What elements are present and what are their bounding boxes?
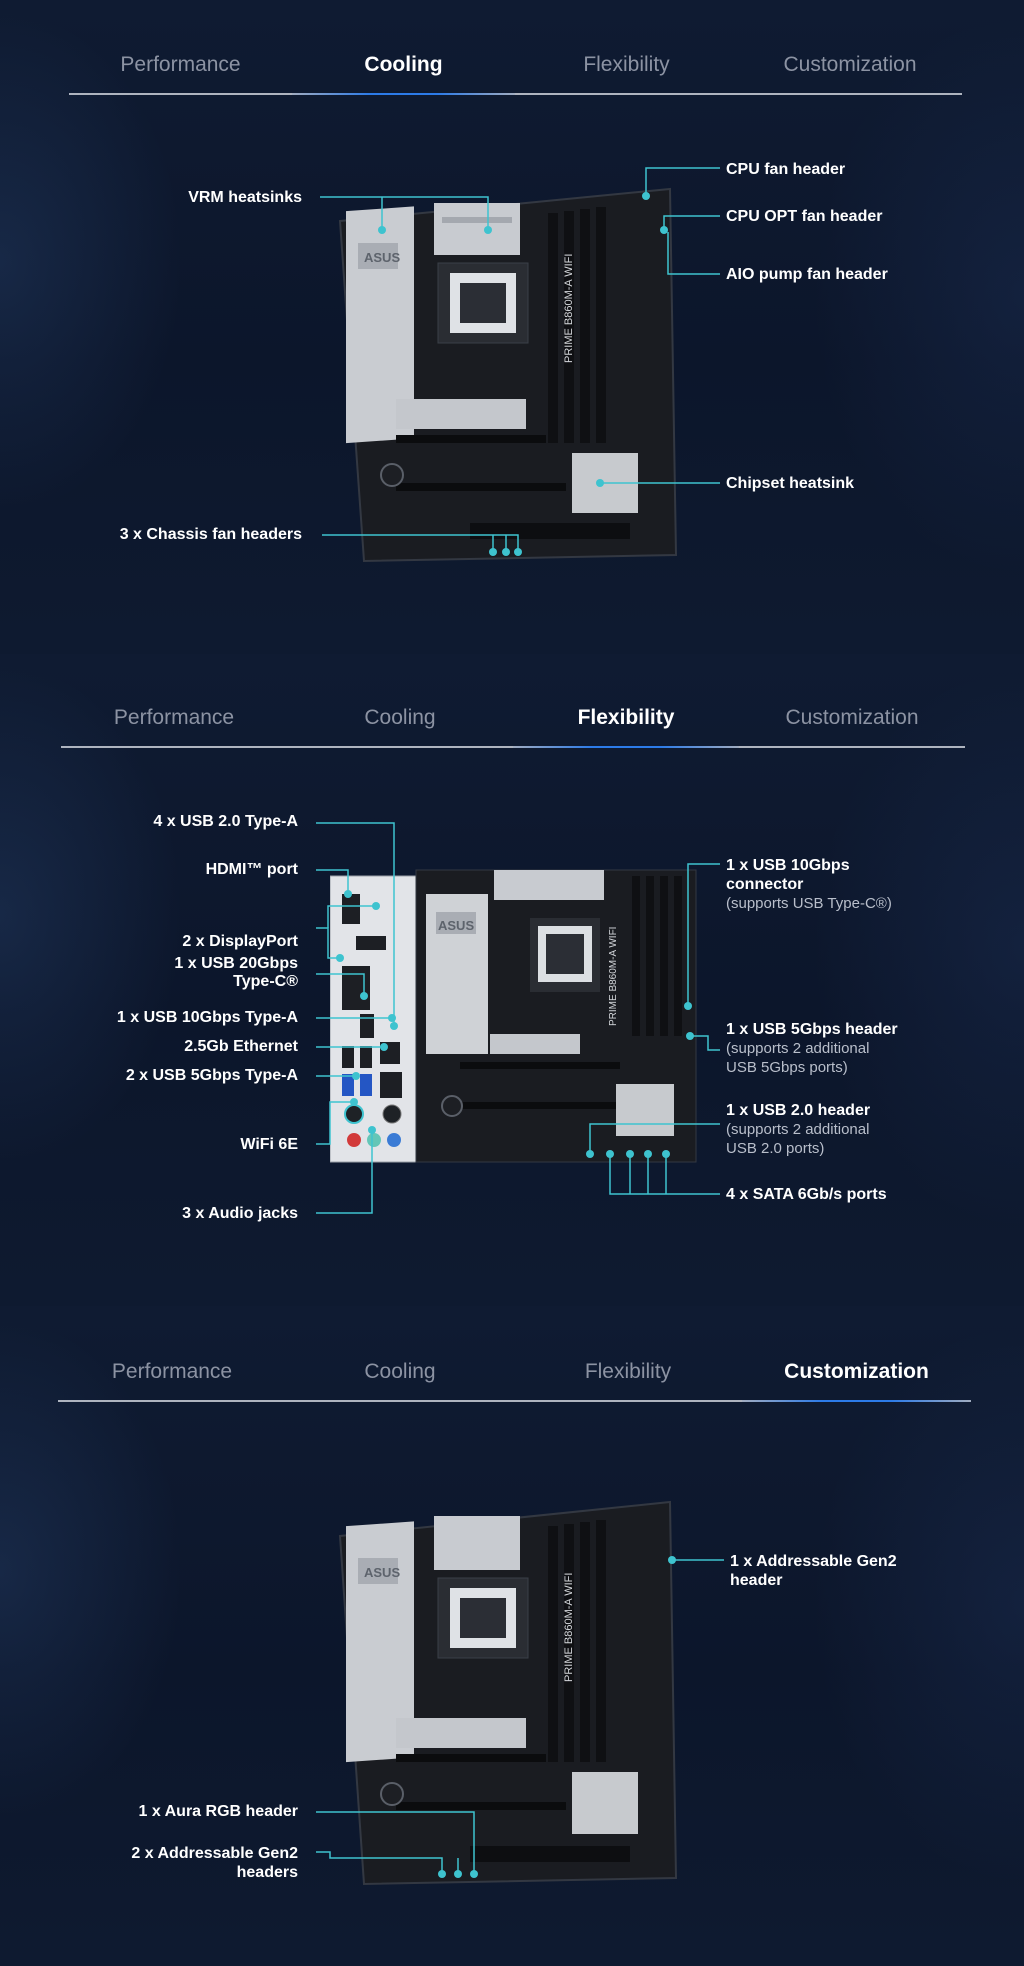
tab-flexibility[interactable]: Flexibility xyxy=(577,706,675,729)
board-model-text: PRIME B860M-A WIFI xyxy=(563,253,575,363)
label-cpu-opt-fan-header: CPU OPT fan header xyxy=(726,208,883,225)
label-audio-jacks: 3 x Audio jacks xyxy=(182,1205,298,1222)
board-brand-text: ASUS xyxy=(364,1565,401,1580)
label-chipset-heatsink: Chipset heatsink xyxy=(726,475,855,492)
usb5h-line1: 1 x USB 5Gbps header xyxy=(726,1021,898,1038)
tab-customization[interactable]: Customization xyxy=(783,53,917,76)
cooling-panel xyxy=(0,0,1024,654)
label-usb20gbps-line2: Type-C® xyxy=(233,973,298,990)
board-brand-text: ASUS xyxy=(364,250,401,265)
feature-tabs xyxy=(61,688,965,748)
label-usb20-header xyxy=(726,1101,870,1158)
motherboard-image xyxy=(320,183,680,569)
tab-cooling[interactable]: Cooling xyxy=(364,53,443,76)
usb10c-line2: connector xyxy=(726,876,804,893)
usb5h-note2: USB 5Gbps ports) xyxy=(726,1059,848,1076)
tab-performance[interactable]: Performance xyxy=(113,706,235,729)
usb10c-note: (supports USB Type-C®) xyxy=(726,895,892,912)
label-usb20gbps-line1: 1 x USB 20Gbps xyxy=(174,955,298,972)
tab-cooling[interactable]: Cooling xyxy=(364,706,436,729)
usb10c-line1: 1 x USB 10Gbps xyxy=(726,857,850,874)
argb2-line1: 2 x Addressable Gen2 xyxy=(131,1845,298,1862)
label-aio-pump-fan-header: AIO pump fan header xyxy=(726,266,888,283)
tab-customization[interactable]: Customization xyxy=(784,1360,929,1383)
flexibility-panel xyxy=(0,654,1024,1306)
label-usb10gbps-type-a: 1 x USB 10Gbps Type-A xyxy=(116,1009,298,1026)
label-ethernet: 2.5Gb Ethernet xyxy=(184,1038,298,1055)
usb2h-line1: 1 x USB 2.0 header xyxy=(726,1102,871,1119)
label-aura-rgb-header: 1 x Aura RGB header xyxy=(138,1803,298,1820)
label-hdmi-port: HDMI™ port xyxy=(205,861,298,878)
label-sata-ports: 4 x SATA 6Gb/s ports xyxy=(726,1186,887,1203)
label-addressable-gen2-header xyxy=(730,1552,897,1590)
label-usb5gbps-type-a: 2 x USB 5Gbps Type-A xyxy=(125,1067,298,1084)
active-tab-indicator xyxy=(742,1400,971,1402)
tab-cooling[interactable]: Cooling xyxy=(364,1360,436,1383)
label-usb20-type-a: 4 x USB 2.0 Type-A xyxy=(153,813,298,830)
argb2-line2: headers xyxy=(236,1864,298,1881)
label-chassis-fan-headers: 3 x Chassis fan headers xyxy=(119,526,302,543)
label-vrm-heatsinks: VRM heatsinks xyxy=(188,189,302,206)
tab-flexibility[interactable]: Flexibility xyxy=(583,53,670,76)
motherboard-image xyxy=(320,1496,680,1892)
label-cpu-fan-header: CPU fan header xyxy=(726,161,846,178)
tab-flexibility[interactable]: Flexibility xyxy=(584,1360,672,1383)
active-tab-indicator xyxy=(292,93,515,95)
board-brand-text: ASUS xyxy=(438,918,475,933)
tab-customization[interactable]: Customization xyxy=(785,706,919,729)
label-displayport: 2 x DisplayPort xyxy=(182,933,298,950)
usb2h-note1: (supports 2 additional xyxy=(726,1121,870,1138)
label-wifi: WiFi 6E xyxy=(240,1136,298,1153)
customization-panel xyxy=(0,1306,1024,1966)
label-usb10gbps-connector xyxy=(726,856,892,913)
feature-tabs xyxy=(69,35,962,95)
feature-tabs xyxy=(58,1342,971,1402)
label-usb5gbps-header xyxy=(726,1020,898,1077)
tab-divider xyxy=(69,93,962,95)
board-model-text: PRIME B860M-A WIFI xyxy=(608,926,619,1026)
motherboard-image xyxy=(330,866,698,1166)
tab-performance[interactable]: Performance xyxy=(111,1360,233,1383)
argb-line2: header xyxy=(730,1572,783,1589)
usb2h-note2: USB 2.0 ports) xyxy=(726,1140,825,1157)
label-addressable-gen2-headers xyxy=(100,1844,298,1882)
argb-line1: 1 x Addressable Gen2 xyxy=(730,1553,897,1570)
board-model-text: PRIME B860M-A WIFI xyxy=(563,1572,575,1682)
active-tab-indicator xyxy=(513,746,739,748)
tab-performance[interactable]: Performance xyxy=(120,53,241,76)
usb5h-note1: (supports 2 additional xyxy=(726,1040,870,1057)
